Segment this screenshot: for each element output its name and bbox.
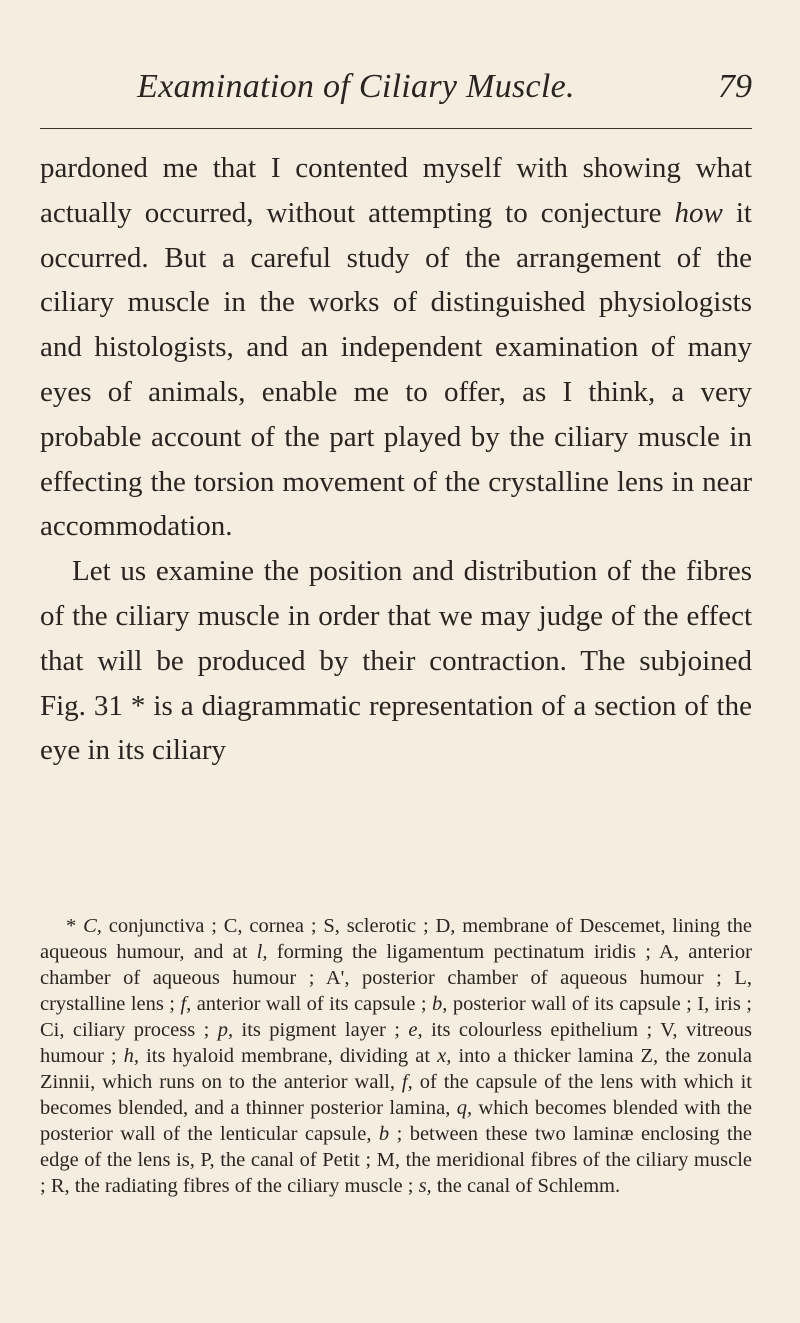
main-text xyxy=(40,146,752,773)
footnote-segment: forming the ligamentum pectinatum iridis ; A, anterior chamber of aqueous humour ; A', posterior chamber of aqueous humour ; L, crystalline lens ; xyxy=(40,941,752,1015)
footnote-label: h, xyxy=(123,1045,140,1067)
paragraph-1-emphasis: how xyxy=(674,196,723,229)
header-rule xyxy=(40,128,752,129)
footnote xyxy=(40,913,752,1199)
footnote-label: p, xyxy=(217,1019,234,1041)
footnote-segment: its colourless epithelium ; V, vitreous humour ; xyxy=(40,1019,752,1067)
footnote-marker: * xyxy=(66,915,84,937)
footnote-label: x, xyxy=(437,1045,452,1067)
footnote-segment: anterior wall of its capsule ; xyxy=(191,993,433,1015)
paragraph-1-part-a: pardoned me that I contented myself with showing what actually occurred, without attempting to conjecture xyxy=(40,152,752,229)
page-number: 79 xyxy=(718,68,752,105)
paragraph-1-part-b: it occurred. But a careful study of the arrangement of the ciliary muscle in the works of distinguished physiologists and histologists, and an independent examination of many eyes of animals, enable me to offer, as I think, a very probable account of the part played by the ciliary muscle in effecting the torsion movement of the crystalline lens in near accommodation. xyxy=(40,196,752,543)
footnote-label: b xyxy=(378,1123,390,1145)
paragraph-1 xyxy=(40,146,752,549)
footnote-segment: ; between these two laminæ enclosing the edge of the lens is, P, the canal of Petit ; M, the meridional fibres of the ciliary muscle ; R, the radiating fibres of the ciliary muscle ; xyxy=(40,1123,752,1197)
paragraph-2: Let us examine the position and distribution of the fibres of the ciliary muscle in order that we may judge of the effect that will be produced by their contraction. The subjoined Fig. 31 * is a diagrammatic representation of a section of the eye in its ciliary xyxy=(40,555,752,767)
footnote-label: l, xyxy=(256,941,268,963)
footnote-segment: its hyaloid membrane, dividing at xyxy=(139,1045,438,1067)
footnote-label: b, xyxy=(432,993,448,1015)
footnote-segment: its pigment layer ; xyxy=(233,1019,409,1041)
footnote-segment: which becomes blended with the posterior wall of the lenticular capsule, xyxy=(40,1097,752,1145)
footnote-label: s, xyxy=(418,1175,432,1197)
footnote-segment: into a thicker lamina Z, the zonula Zinnii, which runs on to the anterior wall, xyxy=(40,1045,752,1093)
footnote-label: e, xyxy=(408,1019,423,1041)
footnote-segment: the canal of Schlemm. xyxy=(431,1175,621,1197)
page-header xyxy=(40,68,752,120)
footnote-text xyxy=(40,913,752,1199)
footnote-label: q, xyxy=(456,1097,473,1119)
footnote-segment: of the capsule of the lens with which it becomes blended, and a thinner posterior lamina, xyxy=(40,1071,752,1119)
footnote-label: C, xyxy=(83,915,102,937)
footnote-segment: conjunctiva ; C, cornea ; S, sclerotic ; D, membrane of Descemet, lining the aqueous humour, and at xyxy=(40,915,753,963)
running-title: Examination of Ciliary Muscle. xyxy=(137,68,575,105)
footnote-segment: posterior wall of its capsule ; I, iris ; Ci, ciliary process ; xyxy=(40,993,752,1041)
footnote-label: f, xyxy=(180,993,192,1015)
footnote-label: f, xyxy=(401,1071,413,1093)
